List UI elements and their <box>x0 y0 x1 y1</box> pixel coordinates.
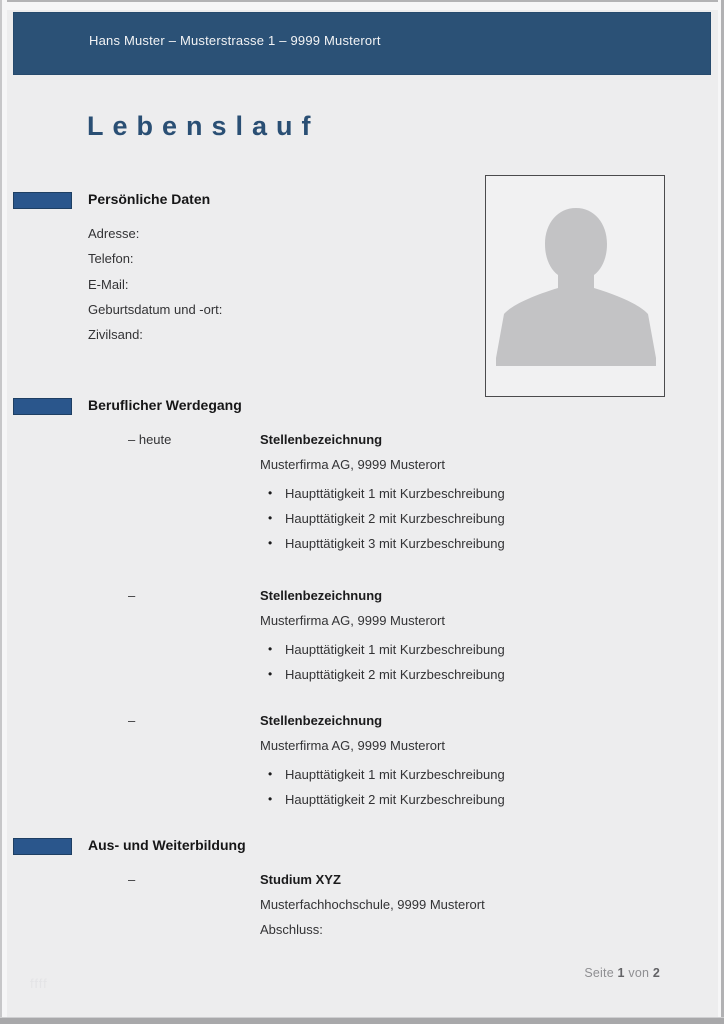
total-page-number: 2 <box>652 966 660 980</box>
entry-title: Stellenbezeichnung <box>260 713 383 728</box>
page-frame-right <box>718 0 724 1017</box>
section-marker-personal <box>13 192 72 209</box>
entry-date: – <box>128 588 136 603</box>
bullet-icon: • <box>268 642 273 656</box>
list-item <box>260 762 688 787</box>
list-item <box>260 506 688 531</box>
education-entry <box>128 867 688 942</box>
of-label: von <box>628 966 650 980</box>
personal-fields <box>88 221 222 347</box>
entry-bullet-list <box>260 481 688 556</box>
entry-subtitle: Musterfirma AG, 9999 Musterort <box>260 457 445 472</box>
current-page-number: 1 <box>617 966 625 980</box>
field-label-zivilstand: Zivilsand: <box>88 327 143 343</box>
entry-title: Stellenbezeichnung <box>260 432 383 447</box>
page-frame-top <box>0 0 724 10</box>
list-item <box>260 481 688 506</box>
photo-placeholder <box>485 175 665 397</box>
list-item <box>260 637 688 662</box>
header-bar <box>13 12 711 75</box>
bullet-icon: • <box>268 511 273 525</box>
entry-title: Stellenbezeichnung <box>260 588 383 603</box>
list-item <box>260 662 688 687</box>
entry-title: Studium XYZ <box>260 872 341 887</box>
header-contact-line: Hans Muster – Musterstrasse 1 – 9999 Musterort <box>89 33 381 48</box>
career-entry <box>128 583 688 687</box>
bullet-icon: • <box>268 767 273 781</box>
bullet-text: Haupttätigkeit 1 mit Kurzbeschreibung <box>285 642 505 657</box>
section-heading-personal: Persönliche Daten <box>88 191 211 207</box>
list-item <box>260 531 688 556</box>
field-label-email: E-Mail: <box>88 276 129 292</box>
entry-subtitle: Musterfirma AG, 9999 Musterort <box>260 613 445 628</box>
bullet-icon: • <box>268 536 273 550</box>
entry-degree-label: Abschluss: <box>260 922 323 937</box>
bullet-icon: • <box>268 792 273 806</box>
field-label-adresse: Adresse: <box>88 226 140 241</box>
entry-body <box>260 583 688 687</box>
bullet-text: Haupttätigkeit 2 mit Kurzbeschreibung <box>285 667 505 682</box>
page-title: Lebenslauf <box>87 111 320 141</box>
page-frame-bottom <box>0 1017 724 1024</box>
bullet-text: Haupttätigkeit 2 mit Kurzbeschreibung <box>285 792 505 807</box>
entry-date: – <box>128 872 136 887</box>
page-label: Seite <box>584 966 614 980</box>
career-entry <box>128 708 688 812</box>
page-frame-left <box>0 0 7 1017</box>
bullet-icon: • <box>268 667 273 681</box>
bullet-icon: • <box>268 486 273 500</box>
page-number <box>584 966 660 980</box>
bullet-text: Haupttätigkeit 1 mit Kurzbeschreibung <box>285 486 505 501</box>
section-marker-education <box>13 838 72 855</box>
entry-bullet-list <box>260 637 688 687</box>
entry-bullet-list <box>260 762 688 812</box>
section-heading-career: Beruflicher Werdegang <box>88 397 242 413</box>
bullet-text: Haupttätigkeit 3 mit Kurzbeschreibung <box>285 536 505 551</box>
entry-subtitle: Musterfirma AG, 9999 Musterort <box>260 738 445 753</box>
entry-body <box>260 427 688 556</box>
entry-subtitle: Musterfachhochschule, 9999 Musterort <box>260 897 485 912</box>
entry-date: – heute <box>128 432 172 447</box>
section-marker-career <box>13 398 72 415</box>
section-heading-education: Aus- und Weiterbildung <box>88 837 246 853</box>
field-label-telefon: Telefon: <box>88 251 134 267</box>
career-entry <box>128 427 688 556</box>
bullet-text: Haupttätigkeit 2 mit Kurzbeschreibung <box>285 511 505 526</box>
entry-body <box>260 867 688 942</box>
list-item <box>260 787 688 812</box>
entry-body <box>260 708 688 812</box>
field-label-geburtsdatum: Geburtsdatum und -ort: <box>88 301 223 317</box>
entry-date: – <box>128 713 136 728</box>
watermark: ffff <box>30 976 48 991</box>
bullet-text: Haupttätigkeit 1 mit Kurzbeschreibung <box>285 767 505 782</box>
